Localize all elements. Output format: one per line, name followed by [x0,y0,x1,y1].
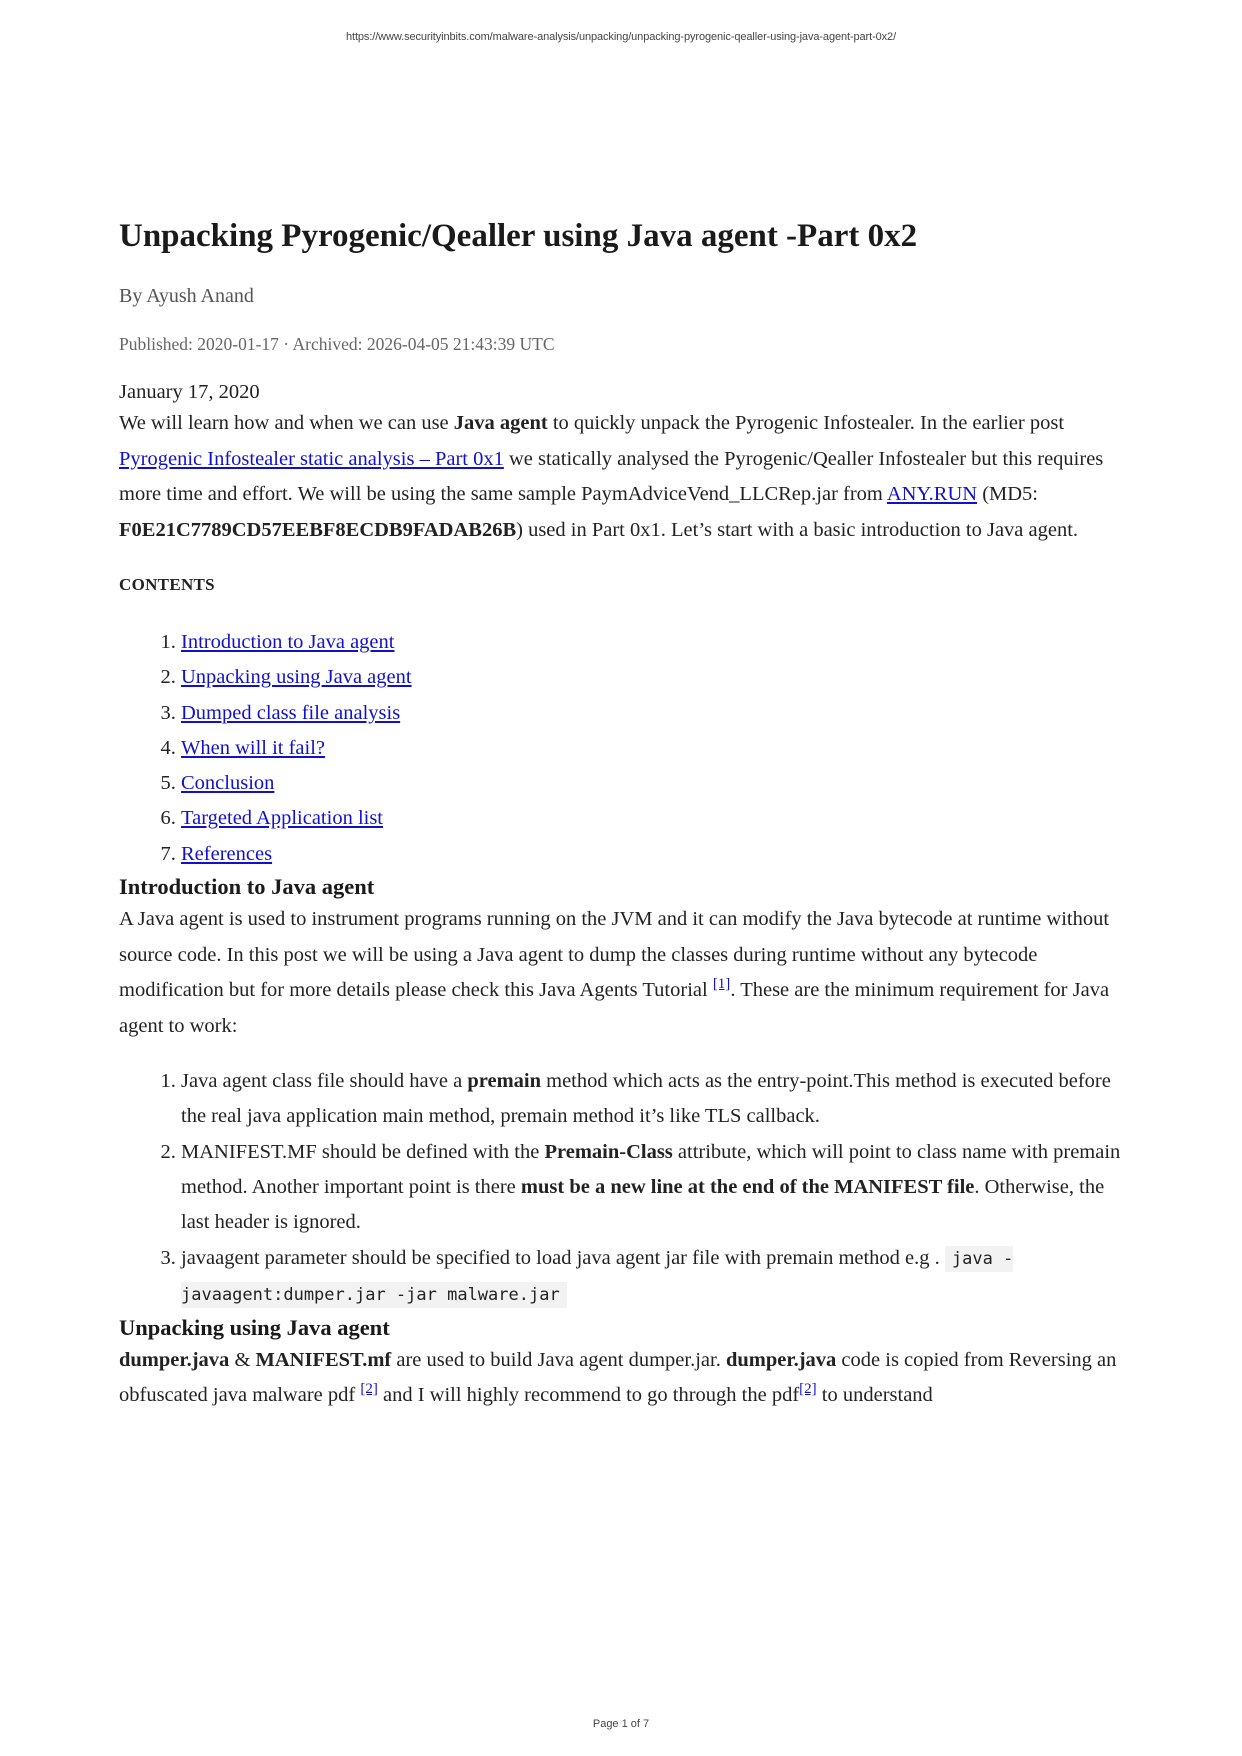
toc-item [181,696,1129,731]
article [119,214,1129,1414]
bold-text: dumper.java [119,1348,230,1371]
text: we statically analysed the Pyrogenic/Qealler Infostealer but this requires more time and effort. We will be using the same sample PaymAdviceVend_LLCRep.jar from [119,447,1104,505]
reference-1-link[interactable]: [1] [712,976,731,993]
toc-item [181,801,1129,836]
unpacking-paragraph [119,1343,1129,1414]
bold-text: premain [467,1070,541,1093]
toc-item [181,731,1129,766]
toc-item [181,766,1129,801]
toc-link-dumped-class[interactable]: Dumped class file analysis [181,701,401,724]
toc-link-introduction[interactable]: Introduction to Java agent [181,631,395,653]
text: code is copied from Reversing an obfuscated java malware pdf [119,1348,1117,1407]
text: MANIFEST.MF should be defined with the [181,1140,545,1163]
author-byline: By Ayush Anand [119,285,254,307]
text: to understand [816,1384,933,1407]
page-number: Page 1 of 7 [592,1718,650,1730]
toc-item [181,660,1129,695]
text: (MD5: [977,483,1038,505]
toc-link-conclusion[interactable]: Conclusion [181,772,275,795]
toc-link-unpacking[interactable]: Unpacking using Java agent [181,666,412,689]
text: attribute, which will point to class name with premain method. Another important point is there [181,1140,1121,1198]
bold-text: dumper.java [725,1348,837,1371]
text: We will learn how and when we can use [119,412,454,434]
command-code: java -javaagent:dumper.jar -jar malware.jar [181,1246,1013,1308]
toc-link-targeted-apps[interactable]: Targeted Application list [181,807,384,830]
part-0x1-link[interactable]: Pyrogenic Infostealer static analysis – Part 0x1 [119,447,504,470]
md5-hash: F0E21C7789CD57EEBF8ECDB9FADAB26B [119,518,517,541]
text: ) used in Part 0x1. Let’s start with a basic introduction to Java agent. [516,518,1079,541]
bold-text: must be a new line at the end of the MANIFEST file [520,1175,975,1198]
requirement-item [181,1241,1129,1313]
table-of-contents [119,625,1129,872]
requirements-list [119,1064,1129,1312]
article-title: Unpacking Pyrogenic/Qealler using Java agent -Part 0x2 [119,218,918,254]
toc-item [181,837,1129,872]
toc-item [181,625,1129,660]
intro-paragraph [119,406,1129,548]
toc-link-when-fail[interactable]: When will it fail? [181,736,326,759]
text: Java agent class file should have a [181,1070,468,1093]
reference-2-link[interactable]: [2] [799,1381,817,1398]
text: are used to build Java agent dumper.jar. [391,1348,726,1371]
text: and I will highly recommend to go through the pdf [377,1384,800,1407]
section-heading-introduction: Introduction to Java agent [119,874,375,900]
text: . Otherwise, the last header is ignored. [181,1175,1105,1234]
anyrun-link[interactable]: ANY.RUN [886,483,978,505]
text: A Java agent is used to instrument programs running on the JVM and it can modify the Java bytecode at runtime without source code. In this post we will be using a Java agent to dump the classes during runtime without any bytecode modification but for more details please check this Java Agents Tutorial [119,908,1110,1002]
text: method which acts as the entry-point.This method is executed before the real java application main method, premain method it’s like TLS callback. [181,1070,1111,1128]
reference-2-link[interactable]: [2] [360,1381,378,1398]
introduction-paragraph [119,902,1129,1044]
publish-meta: Published: 2020-01-17 · Archived: 2026-04-05 21:43:39 UTC [119,334,555,354]
text: & [229,1348,256,1371]
section-heading-unpacking: Unpacking using Java agent [119,1314,390,1340]
requirement-item [181,1135,1129,1241]
contents-heading: CONTENTS [119,575,215,594]
text: . These are the minimum requirement for Java agent to work: [119,979,1110,1037]
text: javaagent parameter should be specified to load java agent jar file with premain method e.g . [181,1246,945,1269]
post-date: January 17, 2020 [119,381,260,403]
page-url-header: https://www.securityinbits.com/malware-analysis/unpacking/unpacking-pyrogenic-qealler-using-java-agent-part-0x2/ [345,31,897,43]
toc-link-references[interactable]: References [181,842,273,865]
bold-text: Java agent [453,412,548,434]
bold-text: Premain-Class [544,1140,673,1163]
text: to quickly unpack the Pyrogenic Infostealer. In the earlier post [547,412,1065,434]
requirement-item [181,1064,1129,1135]
bold-text: MANIFEST.mf [255,1348,392,1371]
